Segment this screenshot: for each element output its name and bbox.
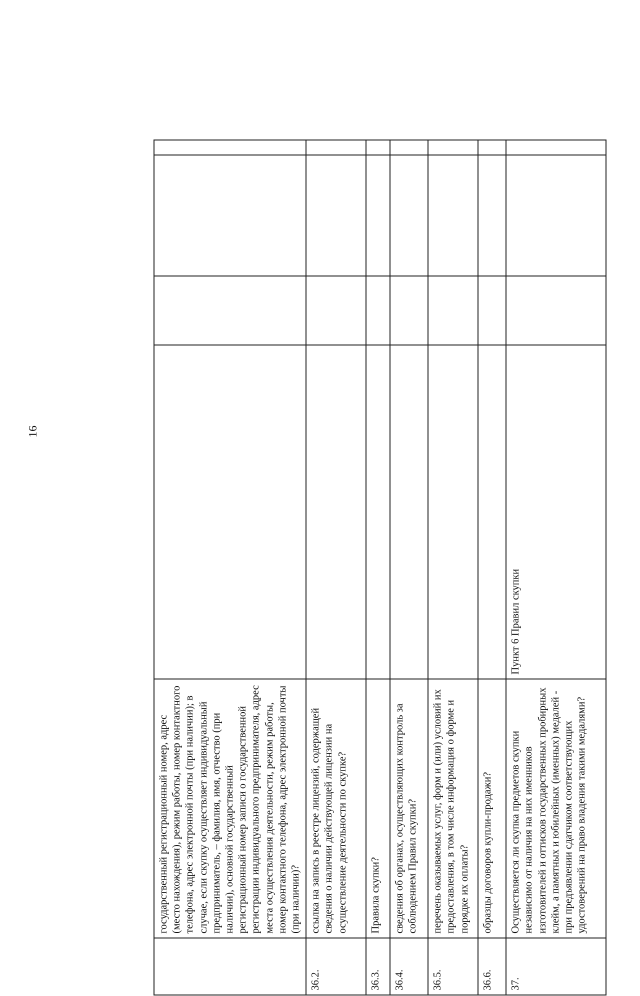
answer-cell [390,276,428,345]
answer-cell [478,276,506,345]
row-question: Правила скупки? [366,679,390,938]
row-number: 37. [506,938,606,995]
table-row [154,140,306,995]
answer-cell [306,155,366,276]
page-number: 16 [25,425,40,438]
answer-cell [478,140,506,155]
answer-cell [506,140,606,155]
answer-cell [306,140,366,155]
table-row [306,140,366,995]
row-number: 36.3. [366,938,390,995]
answer-cell [366,155,390,276]
row-question: сведения об органах, осуществляющих контроль за соблюдением Правил скупки? [390,679,428,938]
table-row [506,140,606,995]
row-question: ссылка на запись в реестре лицензий, содержащей сведения о наличии действующей лицензии на осуществление деятельности по скупке? [306,679,366,938]
checklist-table-rotated [154,195,588,996]
row-number: 36.6. [478,938,506,995]
answer-cell [154,155,306,276]
answer-cell [478,155,506,276]
answer-cell [390,140,428,155]
answer-cell [366,140,390,155]
table-row [478,140,506,995]
answer-cell [154,140,306,155]
row-question: образцы договоров купли-продажи? [478,679,506,938]
row-number [154,938,306,995]
answer-cell [506,276,606,345]
table-row [428,140,478,995]
row-question: Осуществляется ли скупка предметов скупки независимо от наличия на них именников изготовителей и оттисков государственных пробирных клейм, а памятных и юбилейных (именных) медалей - при предъявлении сдатчиком соответствующих удостоверений на право владения такими медалями? [506,679,606,938]
answer-cell [506,155,606,276]
row-question: перечень оказываемых услуг, форм и (или) условий их предоставления, в том числе информация о форме и порядке их оплаты? [428,679,478,938]
row-number: 36.4. [390,938,428,995]
answer-cell [306,276,366,345]
table-row [366,140,390,995]
answer-cell [428,155,478,276]
answer-cell [154,276,306,345]
answer-cell [390,155,428,276]
answer-cell [366,276,390,345]
table-row [390,140,428,995]
row-number: 36.2. [306,938,366,995]
row-reference [366,345,390,679]
checklist-table [154,140,607,996]
row-question: государственный регистрационный номер, адрес (место нахождения), режим работы, номер контактного телефона, адрес электронной почты (при наличии); в случае, если скупку осуществляет индивидуальный предприниматель, – фамилия, имя, отчество (при наличии), основной государственный регистрационный номер записи о государственной регистрации индивидуального предпринимателя, адрес места осуществления деятельности, режим работы, номер контактного телефона, адрес электронной почты (при наличии)? [154,679,306,938]
row-reference [428,345,478,679]
answer-cell [428,276,478,345]
answer-cell [428,140,478,155]
row-reference: Пункт 6 Правил скупки [506,345,606,679]
row-reference [154,345,306,679]
row-reference [390,345,428,679]
row-number: 36.5. [428,938,478,995]
row-reference [478,345,506,679]
row-reference [306,345,366,679]
